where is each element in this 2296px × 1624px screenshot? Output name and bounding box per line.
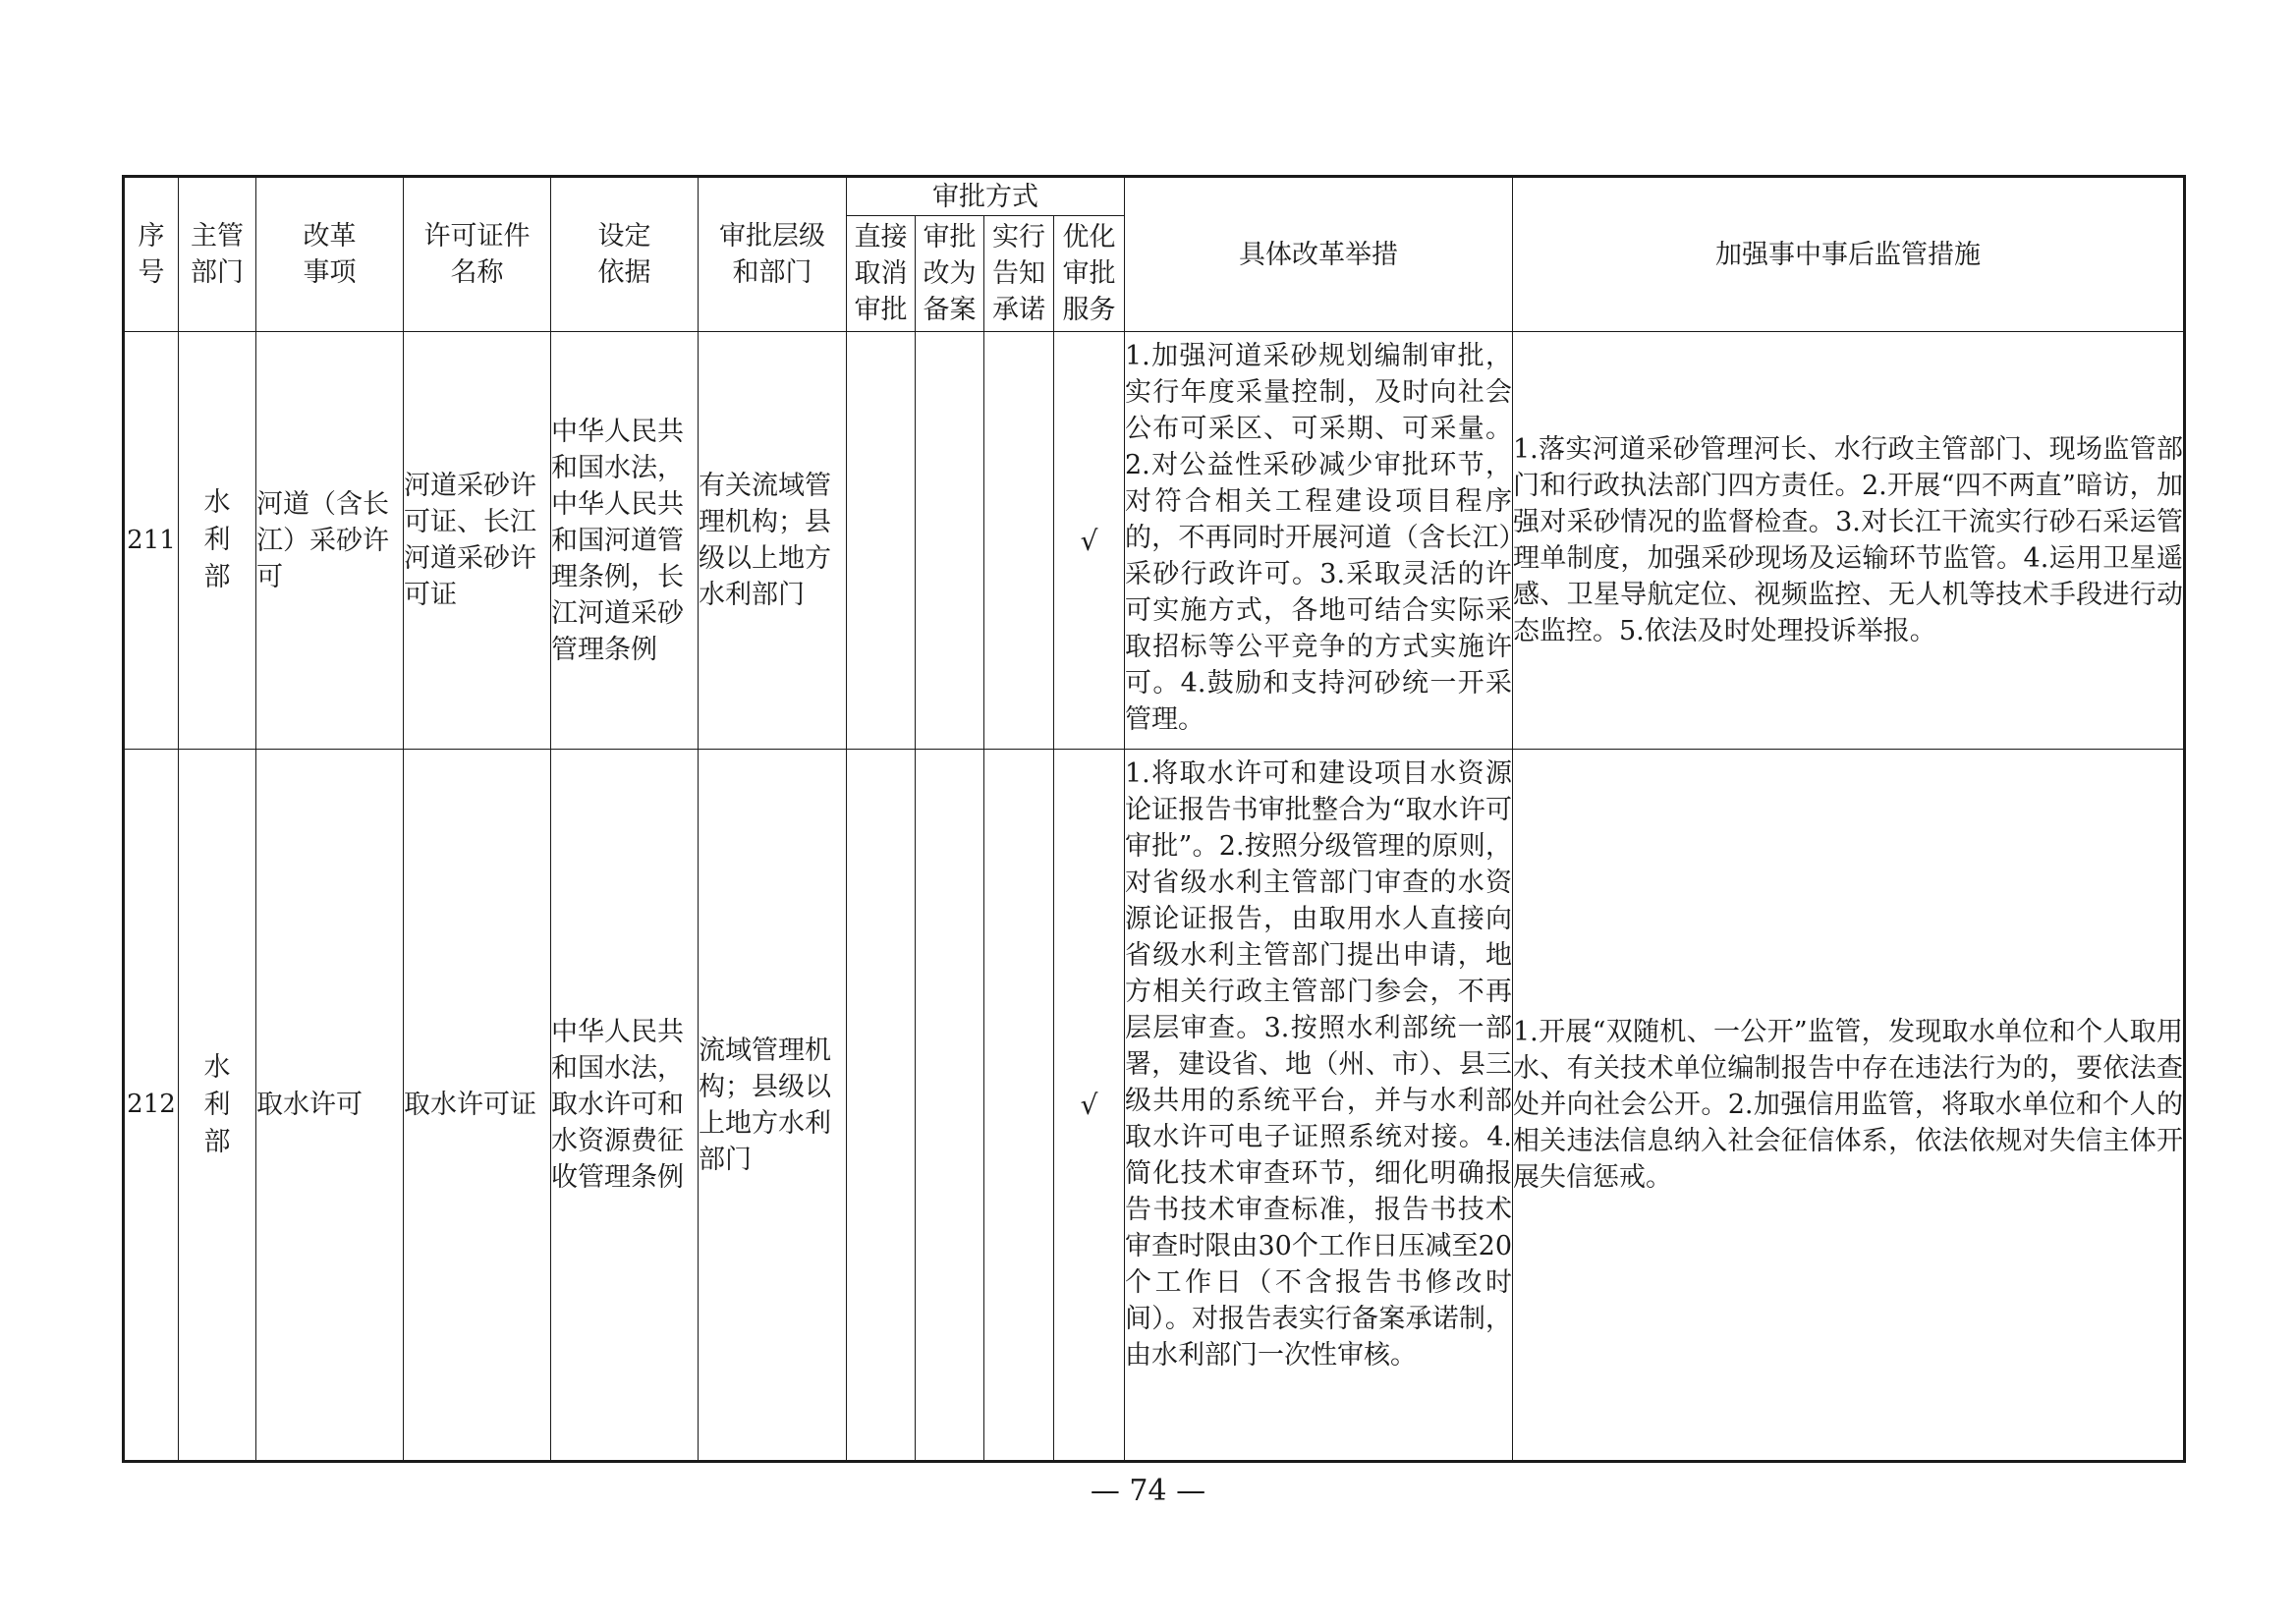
row-license: 取水许可证 (404, 750, 551, 1462)
table-row (124, 332, 2185, 750)
reform-table (122, 175, 2186, 1463)
row-seq: 212 (124, 750, 179, 1462)
row-mark-notify-commit (984, 750, 1054, 1462)
header-basis: 设定 依据 (551, 177, 699, 332)
document-sheet (122, 175, 2183, 1460)
table-row (124, 750, 2185, 1462)
header-to-filing: 审批 改为 备案 (916, 216, 984, 332)
row-measures-text: 1.将取水许可和建设项目水资源论证报告书审批整合为“取水许可审批”。2.按照分级管理的原则，对省级水利主管部门审查的水资源论证报告，由取用水人直接向省级水利主管部门提出申请，地方相关行政主管部门参会，不再层层审查。3.按照水利部统一部署，建设省、地（州、市）、县三级共用的系统平台，并与水利部取水许可电子证照系统对接。4.简化技术审查环节，细化明确报告书技术审查标准，报告书技术审查时限由30个工作日压减至20个工作日（不含报告书修改时间）。对报告表实行备案承诺制，由水利部门一次性审核。 (1125, 758, 1512, 1371)
row-supervision: 1.开展“双随机、一公开”监管，发现取水单位和个人取用水、有关技术单位编制报告中存在违法行为的，要依法查处并向社会公开。2.加强信用监管，将取水单位和个人的相关违法信息纳入社会征信体系，依法依规对失信主体开展失信惩戒。 (1513, 750, 2185, 1462)
row-measures (1125, 332, 1513, 750)
row-supervision: 1.落实河道采砂管理河长、水行政主管部门、现场监管部门和行政执法部门四方责任。2.开展“四不两直”暗访，加强对采砂情况的监督检查。3.对长江干流实行砂石采运管理单制度，加强采砂现场及运输环节监管。4.运用卫星遥感、卫星导航定位、视频监控、无人机等技术手段进行动态监控。5.依法及时处理投诉举报。 (1513, 332, 2185, 750)
row-mark-direct-cancel (847, 332, 916, 750)
row-item: 取水许可 (256, 750, 404, 1462)
header-notify-commit: 实行 告知 承诺 (984, 216, 1054, 332)
row-dept: 水 利 部 (179, 332, 256, 750)
header-optimize-service: 优化 审批 服务 (1054, 216, 1125, 332)
header-dept: 主管 部门 (179, 177, 256, 332)
row-mark-to-filing (916, 332, 984, 750)
header-row-top (124, 177, 2185, 216)
row-mark-direct-cancel (847, 750, 916, 1462)
row-level: 流域管理机构；县级以上地方水利部门 (699, 750, 847, 1462)
row-mark-to-filing (916, 750, 984, 1462)
header-seq: 序 号 (124, 177, 179, 332)
row-level: 有关流域管理机构；县级以上地方水利部门 (699, 332, 847, 750)
row-measures (1125, 750, 1513, 1462)
row-seq: 211 (124, 332, 179, 750)
header-license: 许可证件 名称 (404, 177, 551, 332)
header-level: 审批层级 和部门 (699, 177, 847, 332)
header-measures: 具体改革举措 (1125, 177, 1513, 332)
row-dept: 水 利 部 (179, 750, 256, 1462)
row-measures-text: 1.加强河道采砂规划编制审批，实行年度采量控制，及时向社会公布可采区、可采期、可采量。2.对公益性采砂减少审批环节，对符合相关工程建设项目程序的，不再同时开展河道（含长江）采砂行政许可。3.采取灵活的许可实施方式，各地可结合实际采取招标等公平竞争的方式实施许可。4.鼓励和支持河砂统一开采管理。 (1125, 341, 1512, 735)
header-direct-cancel: 直接 取消 审批 (847, 216, 916, 332)
header-approval-group: 审批方式 (847, 177, 1125, 216)
row-mark-optimize-service: √ (1054, 750, 1125, 1462)
row-license: 河道采砂许可证、长江河道采砂许可证 (404, 332, 551, 750)
row-mark-notify-commit (984, 332, 1054, 750)
row-basis: 中华人民共和国水法，取水许可和水资源费征收管理条例 (551, 750, 699, 1462)
header-supervision: 加强事中事后监管措施 (1513, 177, 2185, 332)
row-basis: 中华人民共和国水法，中华人民共和国河道管理条例，长江河道采砂管理条例 (551, 332, 699, 750)
page-number: — 74 — (1090, 1474, 1206, 1508)
row-item: 河道（含长江）采砂许可 (256, 332, 404, 750)
row-mark-optimize-service: √ (1054, 332, 1125, 750)
header-item: 改革 事项 (256, 177, 404, 332)
